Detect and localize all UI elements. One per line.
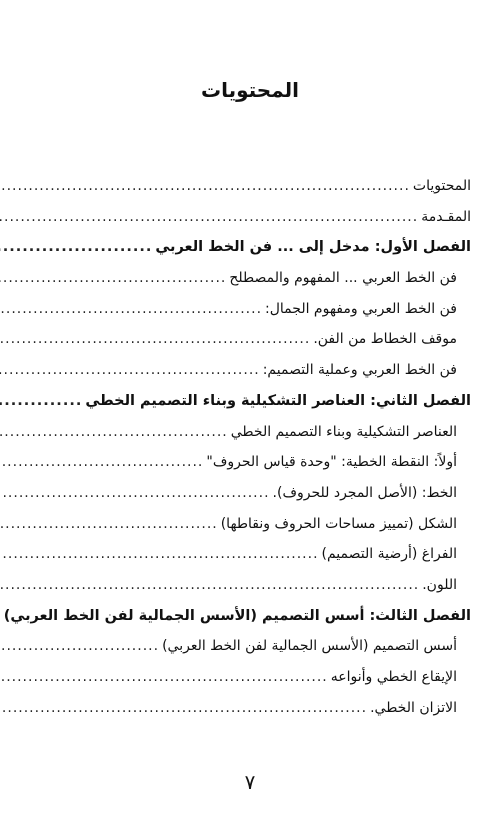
dot-leader [0, 178, 410, 194]
toc-entry [30, 424, 471, 455]
toc-entry [30, 301, 471, 332]
toc-entry-label: الإيقاع الخطي وأنواعه [330, 669, 457, 685]
toc-entry-label: فن الخط العربي وعملية التصميم: [262, 362, 457, 379]
toc-entry [30, 516, 471, 547]
dot-leader [0, 638, 159, 654]
toc-entry [30, 700, 471, 731]
dot-leader [0, 454, 203, 470]
dot-leader [0, 209, 418, 225]
toc-entry-label: الفصل الثالث: أسس التصميم (الأسس الجمالية لفن الخط العربي) [3, 607, 471, 624]
dot-leader [0, 516, 218, 532]
toc-entry-label: الخط: (الأصل المجرد للحروف). [272, 484, 457, 501]
toc-entry [30, 577, 471, 608]
page-number: ٧ [244, 770, 256, 794]
toc-entry [30, 209, 471, 240]
toc-entry-label: أسس التصميم (الأسس الجمالية لفن الخط العربي) [162, 638, 457, 655]
toc-entry-label: الفراغ (أرضية التصميم) [321, 546, 457, 563]
dot-leader [0, 239, 152, 255]
toc-entry [30, 669, 471, 700]
toc-entry [3, 607, 471, 639]
dot-leader [0, 608, 1, 624]
toc-entry-label: المحتويات [412, 178, 471, 194]
toc-entry [30, 331, 471, 362]
dot-leader [0, 331, 310, 347]
toc-entry [30, 270, 471, 301]
toc-entry [30, 546, 471, 577]
toc-entry [30, 485, 471, 516]
toc-entry-label: الفصل الأول: مدخل إلى ... فن الخط العربي [155, 239, 471, 256]
dot-leader [0, 669, 328, 685]
toc-entry [30, 393, 471, 424]
toc-entry-label: الفصل الثاني: العناصر التشكيلية وبناء التصميم الخطي [85, 392, 471, 409]
toc-entry-label: الاتزان الخطي. [370, 699, 457, 716]
dot-leader [0, 485, 270, 501]
dot-leader [0, 424, 228, 440]
toc-entry [30, 239, 471, 270]
dot-leader [0, 393, 82, 409]
table-of-contents [3, 178, 471, 730]
dot-leader [0, 270, 226, 286]
dot-leader [0, 362, 260, 378]
dot-leader [0, 577, 419, 593]
toc-entry [30, 178, 471, 209]
toc-entry-label: فن الخط العربي ومفهوم الجمال: [265, 300, 457, 317]
toc-entry [30, 638, 471, 669]
toc-entry-label: موقف الخطاط من الفن. [313, 331, 457, 348]
toc-entry-label: فن الخط العربي ... المفهوم والمصطلح [229, 270, 457, 287]
toc-entry-label: اللون. [422, 576, 457, 593]
toc-entry [30, 454, 471, 485]
dot-leader [0, 301, 262, 317]
toc-entry [30, 362, 471, 393]
toc-entry-label: أولاً: النقطة الخطية: "وحدة قياس الحروف" [206, 454, 457, 471]
toc-entry-label: المقـدمة [421, 208, 471, 225]
dot-leader [0, 546, 319, 562]
dot-leader [0, 700, 367, 716]
toc-entry-label: الشكل (تمييز مساحات الحروف ونقاطها) [220, 515, 457, 532]
page-title: المحتويات [200, 78, 299, 102]
toc-entry-label: العناصر التشكيلية وبناء التصميم الخطي [230, 423, 457, 440]
